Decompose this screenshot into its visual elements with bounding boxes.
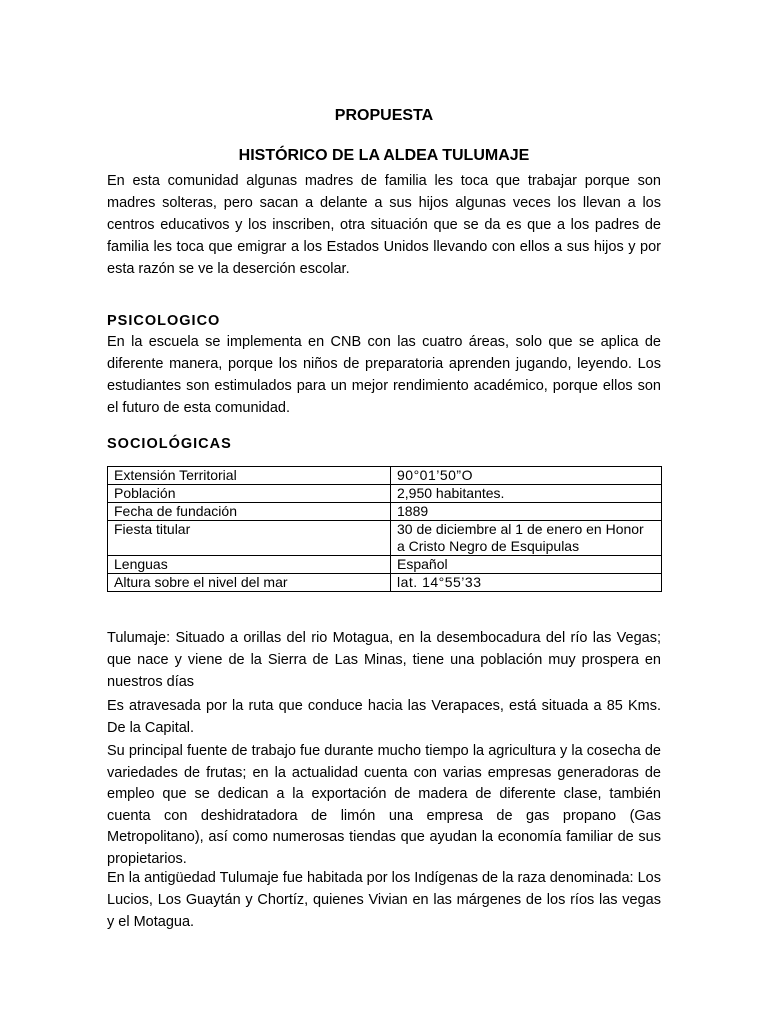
table-row — [108, 485, 662, 503]
table-cell-value: 30 de diciembre al 1 de enero en Honor a Cristo Negro de Esquipulas — [391, 521, 662, 556]
table-cell-value: Español — [391, 556, 662, 574]
body-paragraph: En la antigüedad Tulumaje fue habitada por los Indígenas de la raza denominada: Los Lucios, Los Guaytán y Chortíz, quienes Vivian en las márgenes de los ríos las vegas y el Motagua. — [107, 870, 661, 930]
document-subtitle: HISTÓRICO DE LA ALDEA TULUMAJE — [238, 147, 530, 164]
table-cell-label: Extensión Territorial — [108, 467, 391, 485]
sociologicas-heading: SOCIOLÓGICAS — [107, 436, 232, 452]
table-cell-label: Lenguas — [108, 556, 391, 574]
table-cell-label: Altura sobre el nivel del mar — [108, 574, 391, 592]
table-cell-value: lat. 14°55’33 — [391, 574, 662, 592]
psicologico-heading: PSICOLOGICO — [107, 313, 221, 329]
table-cell-label: Fecha de fundación — [108, 503, 391, 521]
table-row — [108, 503, 662, 521]
table-cell-value: 1889 — [391, 503, 662, 521]
intro-paragraph: En esta comunidad algunas madres de familia les toca que trabajar porque son madres solteras, pero sacan a delante a sus hijos algunas veces los llevan a los centros educativos y los inscriben, otra situación que se da es que a los padres de familia les toca que emigrar a los Estados Unidos llevando con ellos a sus hijos y por esta razón se ve la deserción escolar. — [107, 173, 661, 277]
body-paragraph: Tulumaje: Situado a orillas del rio Motagua, en la desembocadura del río las Vegas; que nace y viene de la Sierra de Las Minas, tiene una población muy prospera en nuestros días — [107, 630, 661, 690]
table-row — [108, 556, 662, 574]
table-cell-value: 90°01’50”O — [391, 467, 662, 485]
psicologico-paragraph: En la escuela se implementa en CNB con las cuatro áreas, solo que se aplica de diferente manera, porque los niños de preparatoria aprenden jugando, leyendo. Los estudiantes son estimulados para un mejor rendimiento académico, porque ellos son el futuro de esta comunidad. — [107, 334, 661, 416]
document-title: PROPUESTA — [334, 107, 434, 124]
table-cell-label: Población — [108, 485, 391, 503]
table-row — [108, 521, 662, 556]
body-paragraph: Es atravesada por la ruta que conduce hacia las Verapaces, está situada a 85 Kms. De la Capital. — [107, 698, 661, 736]
body-paragraph: Su principal fuente de trabajo fue durante mucho tiempo la agricultura y la cosecha de variedades de frutas; en la actualidad cuenta con varias empresas generadoras de empleo que se dedican a la exportación de madera de diferente clase, también cuenta con deshidratadora de limón una empresa de gas propano (Gas Metropolitano), así como numerosas tiendas que ayudan la economía familiar de sus propietarios. — [107, 743, 661, 867]
table-row — [108, 574, 662, 592]
table-cell-value: 2,950 habitantes. — [391, 485, 662, 503]
sociological-data-table — [107, 466, 662, 592]
table-cell-label: Fiesta titular — [108, 521, 391, 556]
table-row — [108, 467, 662, 485]
